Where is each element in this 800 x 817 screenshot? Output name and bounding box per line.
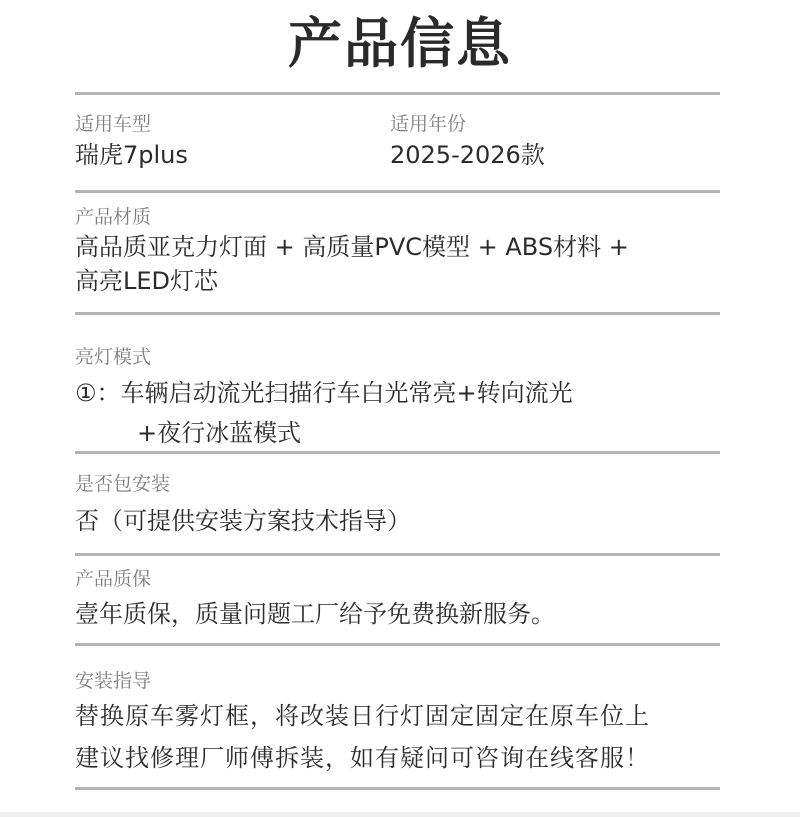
divider: [75, 553, 720, 556]
install-guide-line-2: 建议找修理厂师傅拆装，如有疑问可咨询在线客服！: [75, 744, 650, 772]
warranty-label: 产品质保: [75, 568, 152, 590]
divider: [75, 643, 720, 646]
divider: [75, 92, 720, 95]
material-line-1: 高品质亚克力灯面 + 高质量PVC模型 + ABS材料 +: [75, 233, 629, 261]
divider: [75, 190, 720, 193]
divider: [75, 787, 720, 790]
material-line-2: 高亮LED灯芯: [75, 267, 219, 295]
year-value: 2025-2026款: [390, 141, 545, 169]
install-guide-line-1: 替换原车雾灯框，将改装日行灯固定固定在原车位上: [75, 702, 650, 730]
light-mode-line-1: ①：车辆启动流光扫描行车白光常亮+转向流光: [75, 379, 573, 407]
vehicle-value: 瑞虎7plus: [75, 141, 188, 169]
install-guide-value: [75, 699, 650, 775]
material-label: 产品材质: [75, 206, 152, 228]
light-mode-value: [75, 376, 573, 450]
vehicle-label: 适用车型: [75, 113, 152, 135]
light-mode-label: 亮灯模式: [75, 346, 152, 368]
installation-value: 否（可提供安装方案技术指导）: [75, 507, 411, 535]
divider: [75, 312, 720, 315]
bottom-band: [0, 812, 800, 817]
material-value: [75, 230, 629, 298]
install-guide-label: 安装指导: [75, 670, 152, 692]
warranty-value: 壹年质保，质量问题工厂给予免费换新服务。: [75, 600, 555, 628]
year-label: 适用年份: [390, 113, 467, 135]
divider: [75, 451, 720, 454]
page-title: 产品信息: [288, 12, 512, 75]
installation-label: 是否包安装: [75, 473, 171, 495]
light-mode-line-2: +夜行冰蓝模式: [137, 419, 302, 447]
